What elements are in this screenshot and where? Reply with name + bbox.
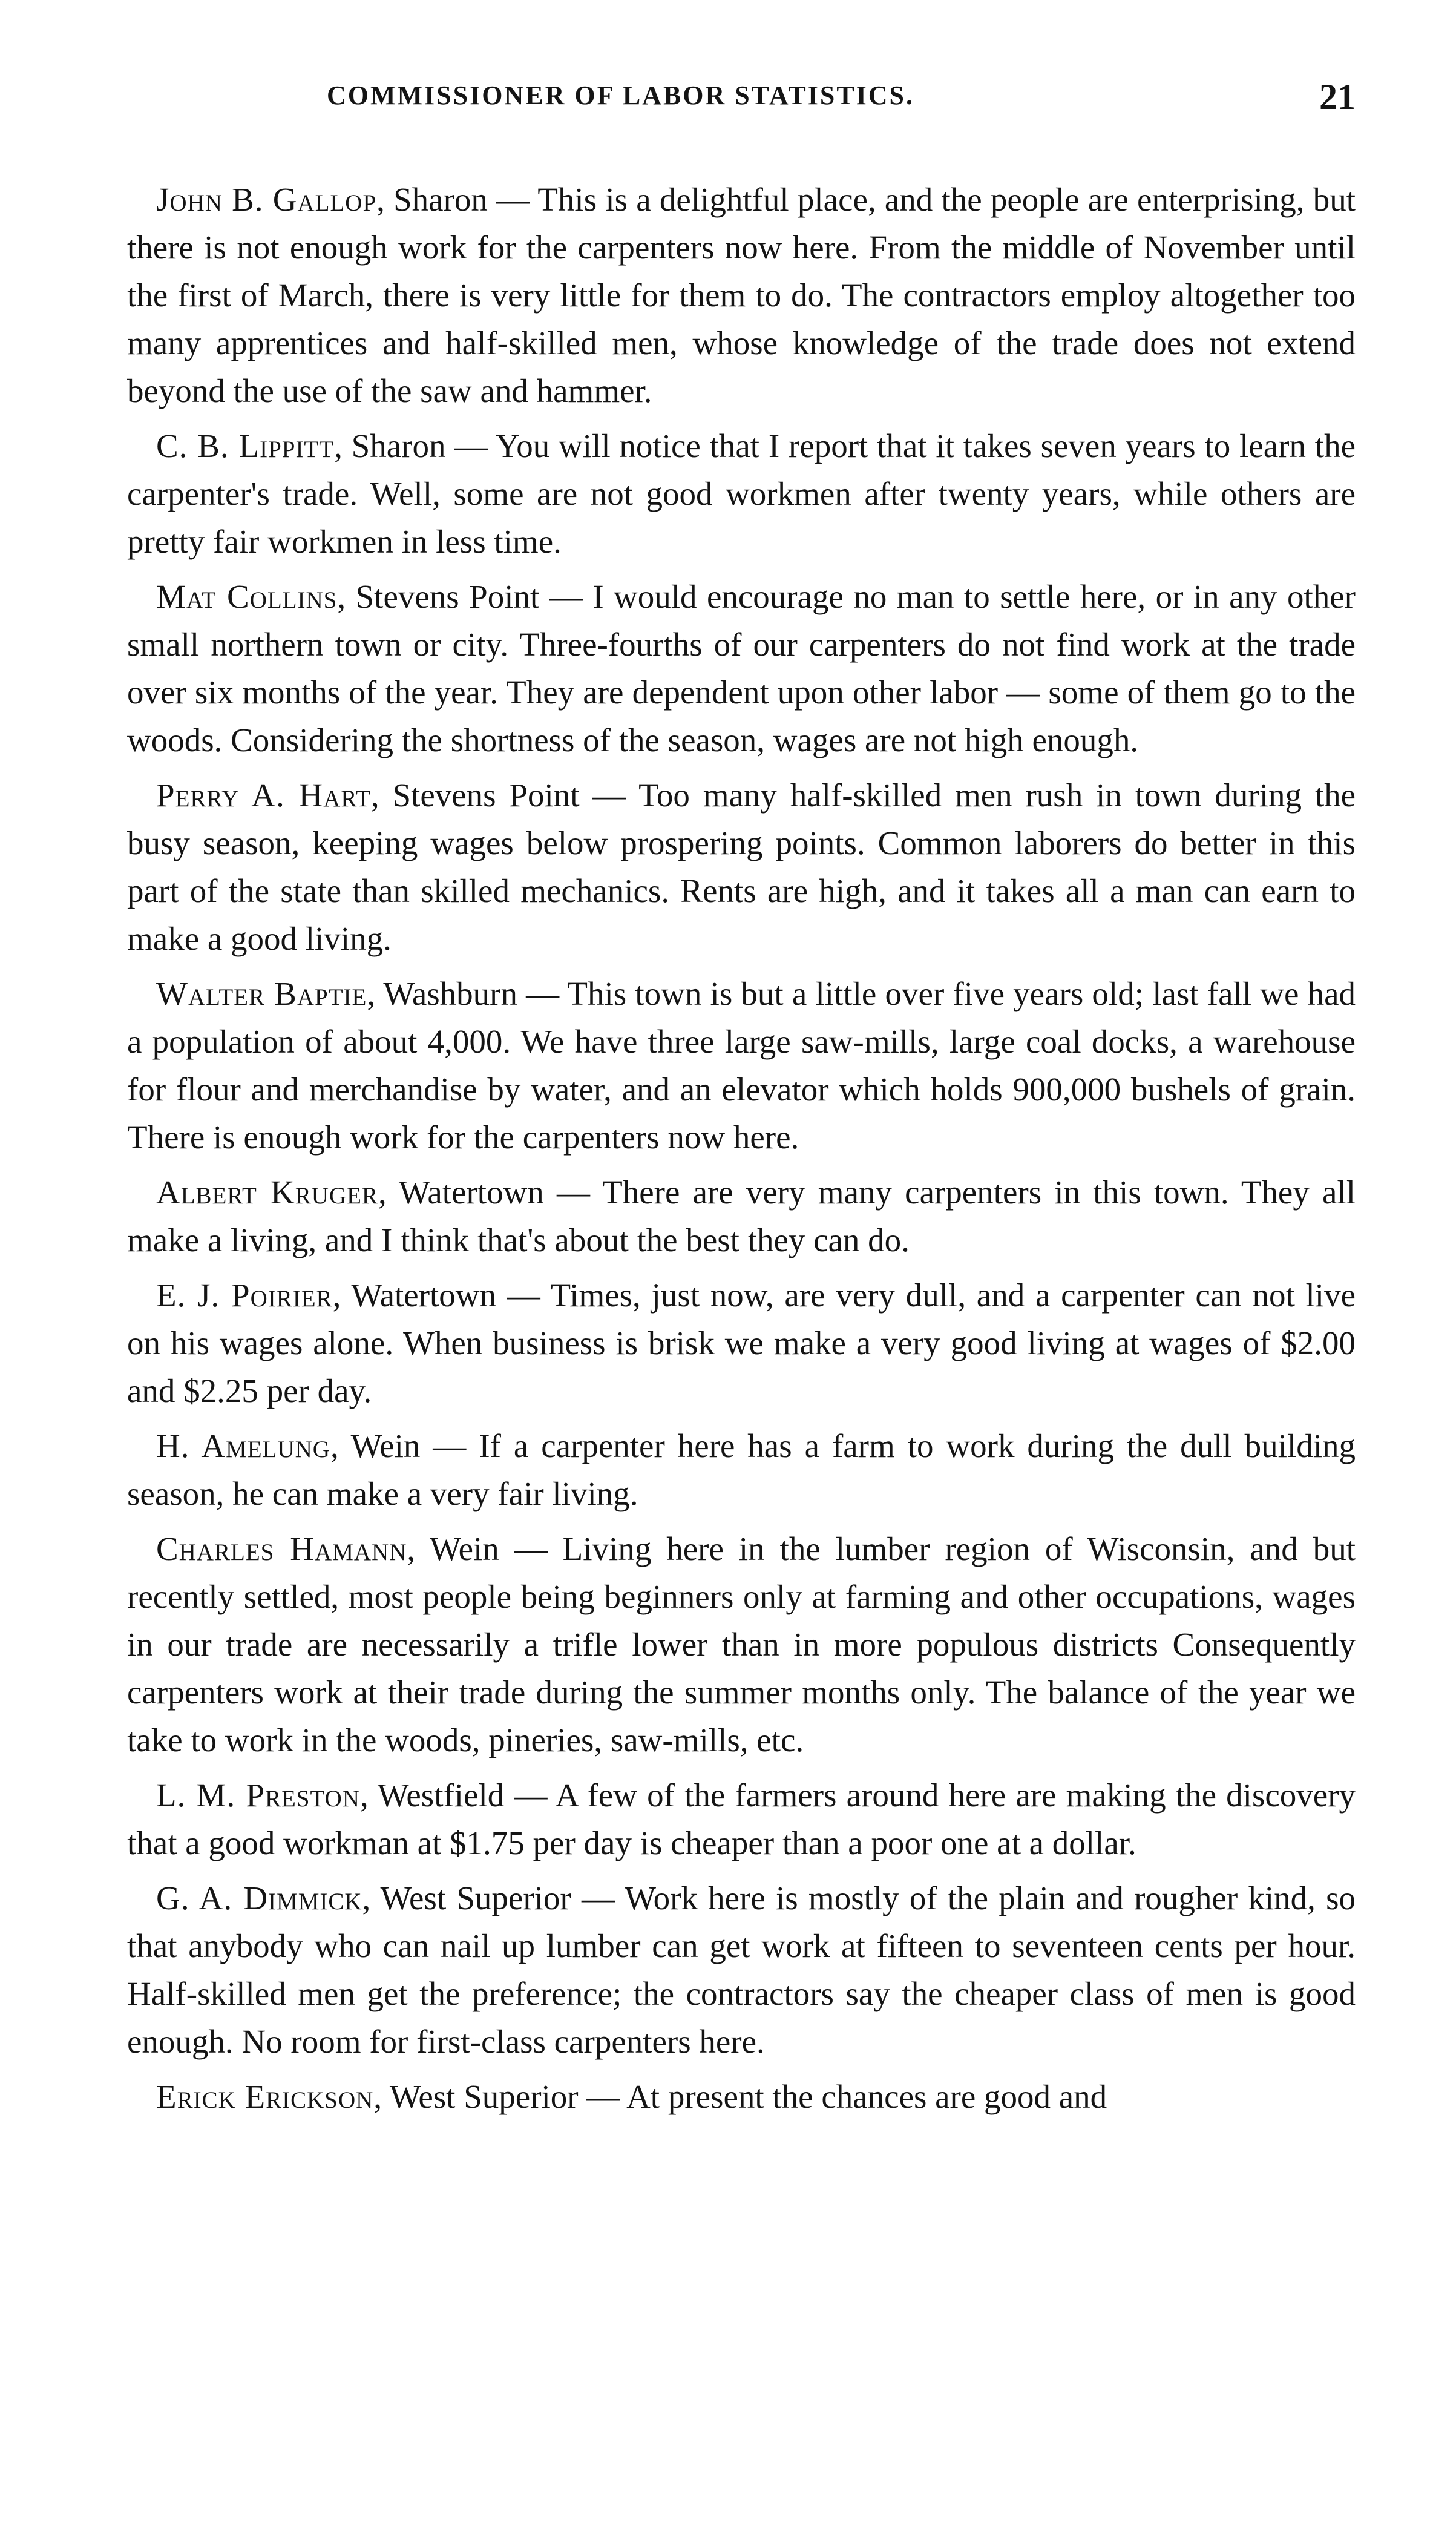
page-number: 21 <box>1319 77 1356 117</box>
entry-text: , Sharon — This is a delightful place, and the people are enterprising, but there is not enough work for the carpenters now here. From the middle of November until the first of March, there is very little for them to do. The contractors employ altogether too many apprentices and half-skilled men, whose knowledge of the trade does not extend beyond the use of the saw and hammer. <box>127 181 1356 409</box>
entry-charles-hamann <box>127 1525 1356 1764</box>
entry-text: , Watertown — Times, just now, are very dull, and a carpenter can not live on his wages alone. When business is brisk we make a very good living at wages of $2.00 and $2.25 per day. <box>127 1277 1356 1409</box>
correspondent-name: L. M. Preston <box>156 1777 360 1814</box>
entry-text: , Stevens Point — I would encourage no man to settle here, or in any other small northern town or city. Three-fourths of our carpenters do not find work at the trade over six months of the year. They are dependent upon other labor — some of them go to the woods. Considering the shortness of the season, wages are not high enough. <box>127 578 1356 758</box>
entry-text: , Sharon — You will notice that I report that it takes seven years to learn the carpenter's trade. Well, some are not good workmen after twenty years, while others are pretty fair workmen in less time. <box>127 427 1356 560</box>
document-page <box>127 73 1356 2128</box>
entry-john-b-gallop <box>127 176 1356 415</box>
entry-l-m-preston <box>127 1771 1356 1867</box>
correspondent-name: Mat Collins <box>156 578 338 615</box>
correspondent-name: Walter Baptie <box>156 975 367 1012</box>
running-title: COMMISSIONER OF LABOR STATISTICS. <box>327 81 915 110</box>
correspondent-name: Perry A. Hart <box>156 777 371 814</box>
correspondent-name: Albert Kruger <box>156 1174 378 1211</box>
entry-mat-collins <box>127 573 1356 764</box>
page-header <box>127 73 1356 139</box>
correspondent-name: Charles Hamann <box>156 1530 407 1567</box>
entry-text: , Watertown — There are very many carpenters in this town. They all make a living, and I think that's about the best they can do. <box>127 1174 1356 1258</box>
entry-e-j-poirier <box>127 1271 1356 1415</box>
entry-text: , Westfield — A few of the farmers around here are making the discovery that a good workman at $1.75 per day is cheaper than a poor one at a dollar. <box>127 1777 1356 1861</box>
entry-text: , Washburn — This town is but a little over five years old; last fall we had a population of about 4,000. We have three large saw-mills, large coal docks, a warehouse for flour and merchandise by water, and an elevator which holds 900,000 bushels of grain. There is enough work for the carpenters now here. <box>127 975 1356 1156</box>
entry-albert-kruger <box>127 1168 1356 1264</box>
correspondent-name: Erick Erickson <box>156 2078 374 2115</box>
correspondent-name: E. J. Poirier <box>156 1277 333 1314</box>
correspondent-name: H. Amelung <box>156 1427 330 1464</box>
entry-erick-erickson <box>127 2073 1356 2120</box>
correspondent-name: G. A. Dimmick <box>156 1880 362 1916</box>
correspondent-name: C. B. Lippitt <box>156 427 335 464</box>
entry-h-amelung <box>127 1422 1356 1518</box>
entry-text: , Wein — If a carpenter here has a farm to work during the dull building season, he can make a very fair living. <box>127 1427 1356 1512</box>
entry-walter-baptie <box>127 970 1356 1161</box>
entry-text: , Stevens Point — Too many half-skilled men rush in town during the busy season, keeping wages below prospering points. Common laborers do better in this part of the state than skilled mechanics. Rents are high, and it takes all a man can earn to make a good living. <box>127 777 1356 957</box>
correspondent-name: John B. Gallop <box>156 181 377 218</box>
entry-perry-a-hart <box>127 771 1356 962</box>
entry-text: , West Superior — At present the chances are good and <box>373 2078 1107 2115</box>
entry-text: , Wein — Living here in the lumber region of Wisconsin, and but recently settled, most people being beginners only at farming and other occupations, wages in our trade are necessarily a trifle lower than in more populous districts Consequently carpenters work at their trade during the summer months only. The balance of the year we take to work in the woods, pineries, saw-mills, etc. <box>127 1530 1356 1758</box>
entry-g-a-dimmick <box>127 1874 1356 2065</box>
entry-c-b-lippitt <box>127 422 1356 565</box>
entry-text: , West Superior — Work here is mostly of the plain and rougher kind, so that anybody who can nail up lumber can get work at fifteen to seventeen cents per hour. Half-skilled men get the preference; the contractors say the cheaper class of men is good enough. No room for first-class carpenters here. <box>127 1880 1356 2060</box>
